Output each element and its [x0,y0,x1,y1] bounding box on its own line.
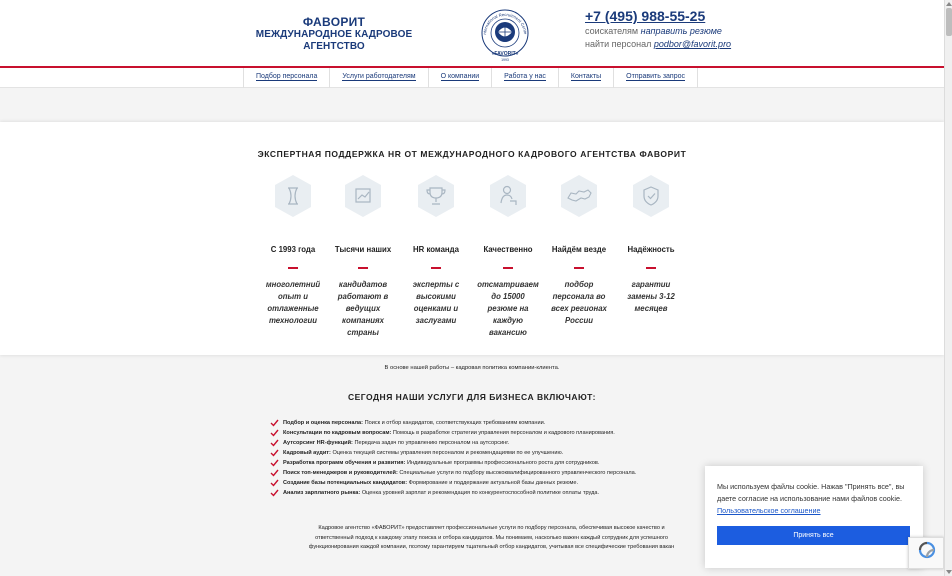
feature-card [261,174,325,327]
feature-card [547,174,611,327]
nav-item-contacts[interactable]: Контакты [558,68,613,88]
list-item: Анализ зарплатного рынка: Оценка уровней зарплат и рекомендация по конкурентоспособной политике оплаты труда. [270,488,636,498]
shield-icon [632,174,670,218]
accept-all-button[interactable]: Принять все [717,526,910,545]
feature-title: Тысячи наших [334,245,392,254]
nav-item-employer-services[interactable]: Услуги работодателям [329,68,427,88]
feature-divider [646,267,656,269]
list-item: Разработка программ обучения и развития: Индивидуальные программы профессионального роста для сотрудников. [270,458,636,468]
list-item: Консультации по кадровым вопросам: Помощь в разработке стратегии управления персоналом и кадрового планирования. [270,428,636,438]
check-icon [270,419,279,427]
feature-divider [574,267,584,269]
user-agreement-link[interactable]: Пользовательское соглашение [717,506,821,515]
cookie-text: Мы используем файлы cookie. Нажав "Принять все", вы даете согласие на использование нами файлов cookie. Пользовательское соглашение [717,482,905,515]
intro-text: В основе нашей работы – кадровая политика компании-клиента. [384,365,560,371]
list-item: Создание базы потенциальных кандидатов: Формирование и поддержание актуальной базы данных резюме. [270,478,636,488]
feature-divider [358,267,368,269]
brand-name: ФАВОРИТ [302,15,366,29]
feature-title: Качественно [483,245,533,254]
cookie-banner [705,466,923,568]
logo-arc-text: nternational Recruitment Cente [481,11,529,35]
nav-item-careers[interactable]: Работа у нас [491,68,558,88]
nav-item-about[interactable]: О компании [428,68,492,88]
feature-title: С 1993 года [270,245,316,254]
feature-title: HR команда [413,245,459,254]
hire-line [585,38,731,51]
feature-title: Надёжность [627,245,675,254]
list-item: Поиск топ-менеджеров и руководителей: Специальные услуги по подбору высококвалифицированного управленческого персонала. [270,468,636,478]
nav-item-recruitment[interactable]: Подбор персонала [243,68,329,88]
hire-label: найти персонал [585,39,652,49]
hourglass-icon [274,174,312,218]
chart-icon [344,174,382,218]
handshake-icon [489,174,527,218]
check-icon [270,429,279,437]
feature-description: гарантии замены 3-12 месяцев [627,280,675,313]
feature-description: подбор персонала во всех регионах России [551,280,607,325]
russia-map-icon [560,174,598,218]
phone-link[interactable]: +7 (495) 988-55-25 [585,8,706,24]
logo-seal-icon[interactable] [478,5,532,63]
scroll-up-icon[interactable] [946,2,952,6]
check-icon [270,439,279,447]
nav-items [243,68,698,88]
list-item: Кадровый аудит: Оценка текущей системы управления персоналом и рекомендациями по ее улучшению. [270,448,636,458]
send-resume-link[interactable]: направить резюме [640,26,722,36]
list-item: Подбор и оценка персонала: Поиск и отбор кандидатов, соответствующих требованиям компании. [270,418,636,428]
feature-card [404,174,468,327]
trophy-icon [417,174,455,218]
check-icon [270,449,279,457]
feature-card [331,174,395,339]
services-list [270,418,636,498]
feature-card [476,174,540,339]
main-nav [0,68,944,88]
applicants-line [585,25,731,38]
brand-subtitle: МЕЖДУНАРОДНОЕ КАДРОВОЕ АГЕНТСТВО [255,29,413,52]
feature-card [619,174,683,315]
feature-description: отсматриваем до 15000 резюме на каждую вакансию [477,280,539,337]
feature-divider [503,267,513,269]
brand[interactable] [243,15,425,53]
check-icon [270,469,279,477]
feature-description: многолетний опыт и отлаженные технологии [265,280,321,325]
page-scrollbar[interactable] [944,0,952,576]
applicants-label: соискателям [585,26,639,36]
feature-title: Найдём везде [551,245,607,254]
services-title: СЕГОДНЯ НАШИ УСЛУГИ ДЛЯ БИЗНЕСА ВКЛЮЧАЮТ: [347,392,596,402]
feature-description: кандидатов работают в ведущих компаниях страны [337,280,389,337]
check-icon [270,479,279,487]
expert-panel [0,122,944,355]
nav-item-send-request[interactable]: Отправить запрос [613,68,698,88]
check-icon [270,489,279,497]
feature-description: эксперты с высокими оценками и заслугами [412,280,460,325]
expert-title: ЭКСПЕРТНАЯ ПОДДЕРЖКА HR ОТ МЕЖДУНАРОДНОГО КАДРОВОГО АГЕНТСТВА ФАВОРИТ [257,149,687,159]
logo-name: «FAVORIT» [491,51,519,57]
scroll-down-icon[interactable] [946,570,952,574]
email-link[interactable]: podbor@favorit.pro [653,39,732,49]
header-contacts [585,8,731,51]
site-header [0,0,944,66]
logo-year: 1993 [501,58,509,62]
recaptcha-badge[interactable] [908,537,944,569]
scroll-thumb[interactable] [946,8,952,36]
agency-paragraph: Кадровое агентство «ФАВОРИТ» предоставляет профессиональные услуги по подбору персонала, обеспечивая высокое качество и ответственный подход к каждому этапу поиска и отбора кандидатов. Мы понимаем, насколько важен каждый сотрудник для успешного функционирования каждой компании, поэтому гарантируем тщательный отбор кандидатов, учитывая все специфические требования вакан [308,525,675,550]
check-icon [270,459,279,467]
feature-divider [431,267,441,269]
recaptcha-icon [909,538,944,562]
list-item: Аутсорсинг HR-функций: Передача задач по управлению персоналом на аутсорсинг. [270,438,636,448]
feature-divider [288,267,298,269]
